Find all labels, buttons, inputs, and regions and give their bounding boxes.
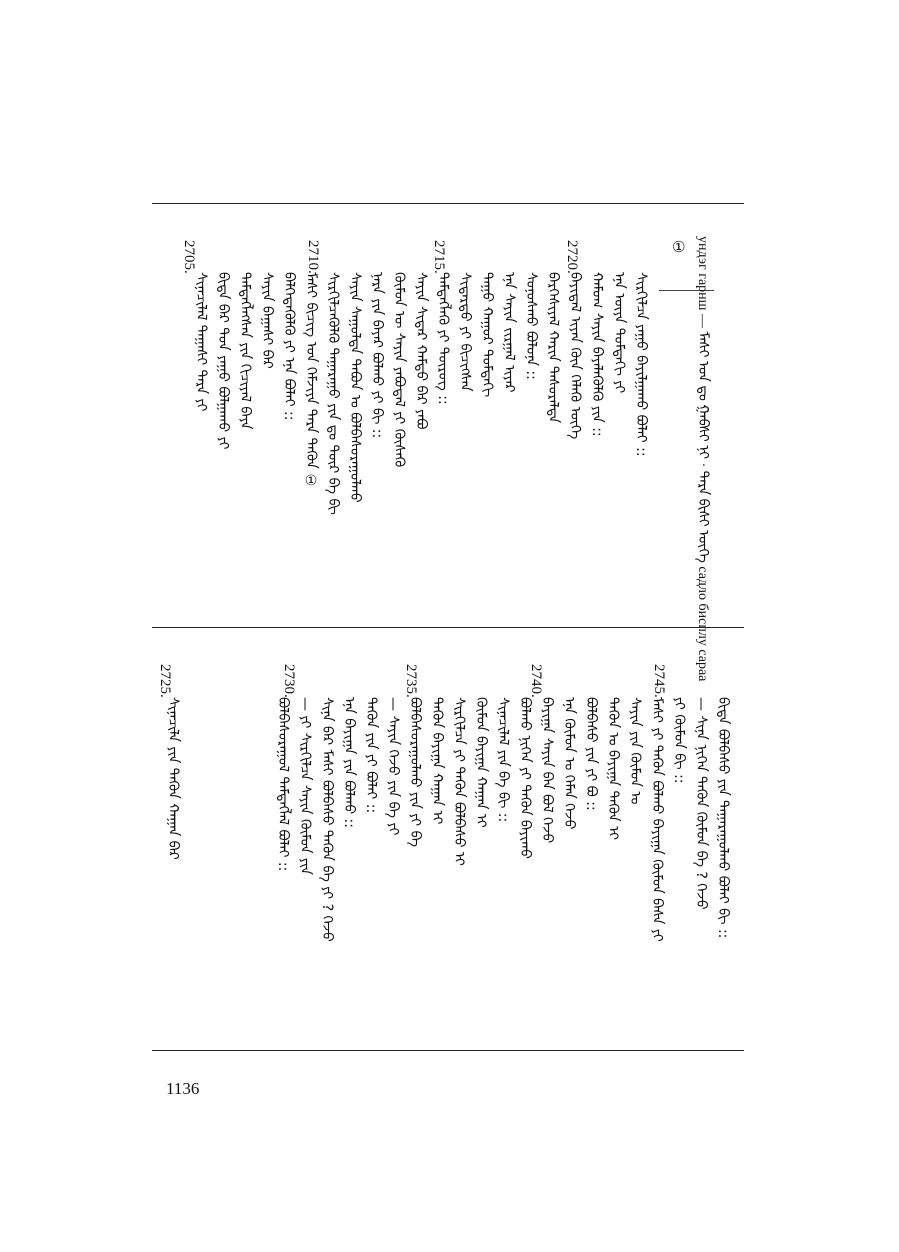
verse-line: ᠰᠢᠷᠭᠢᠯᠴᠡ ᠶᠢ ᠲᠡᠭᠦᠨ ᠪᠣᠯᠪᠠᠰᠤ ᠢ bbox=[451, 697, 467, 866]
verse-line: ᠲᠡᠭᠦᠨ ᠤ ᠪᠠᠶᠢᠭᠠ ᠲᠡᠭᠦᠨ ᠢ bbox=[605, 697, 621, 841]
verse-line: ᠰᠠᠶᠢᠨ ᠪᠠᠭᠠᠰᠢ ᠪᠡᠷ bbox=[259, 272, 275, 369]
verse-line: ᠡᠨᠡ ᠪᠠᠶᠢᠭᠠ ᠶᠢᠨ ᠪᠣᠯᠬᠤ :: bbox=[341, 697, 357, 828]
verse-line: ᠡᠨᠡ ᠰᠠᠶᠢᠨ ᠵᠢᠷᠭᠠᠯ ᠢᠶᠠᠷ bbox=[501, 272, 517, 393]
verse-line: ᠪᠡᠯᠭᠡᠳᠡᠭᠦᠯᠬᠦ ᠶᠢ ᠡᠨᠡ ᠪᠣᠯᠠᠢ :: bbox=[281, 272, 297, 421]
middle-rule bbox=[152, 627, 744, 628]
verse-line: ᠰᠢᠨᠡᠴᠢᠯᠡᠯ ᠶᠢᠨ ᠪᠠ ᠪᠢ :: bbox=[495, 697, 511, 823]
verse-line: ᠲᠡᠭᠦᠨ ᠶᠢᠨ ᠶᠢ ᠪᠣᠯᠠᠢ :: bbox=[363, 697, 379, 814]
verse-line: ᠪᠣᠯᠪᠠᠰᠤᠷᠠᠭᠤᠯ ᠲᠡᠮᠳᠡᠭᠯᠡᠯ ᠪᠣᠯᠠᠢ :: bbox=[275, 697, 291, 872]
verse-line: ᠪᠢᠳᠡ ᠪᠠᠷ ᠳᠤᠨ ᠶᠠᠭᠤ ᠪᠣᠯᠭᠠᠬᠤ ᠶᠢ bbox=[215, 272, 231, 450]
verse-line: ᠰᠢᠳᠠᠷᠳᠤ ᠶᠢ ᠪᠢᠴᠢᠭᠰᠡᠨ bbox=[457, 272, 473, 392]
verse-line: ᠲᠡᠮᠳᠡᠭᠯᠡᠭᠰᠡᠨ ᠶᠢᠨ ᠬᠢᠴᠢᠶᠡᠯ ᠪᠡᠶᠡ bbox=[237, 272, 253, 430]
verse-line: ᠪᠠᠶᠢᠭᠠ ᠰᠠᠶᠢᠨ ᠪᠠᠨ ᠪᠣᠯ ᠭᠡᠵᠦ bbox=[539, 697, 555, 844]
verse-line: ᠪᠣᠯᠪᠠᠰᠤ ᠶᠢᠨ ᠶᠢ ᠪᠤ :: bbox=[583, 697, 599, 811]
line-number: 2710. bbox=[305, 240, 321, 274]
verse-line: ᠪᠣᠯᠬᠤ ᠨᠢᠭᠡᠨ ᠶᠢ ᠲᠡᠭᠦᠨ ᠪᠠᠶᠢᠬᠤ bbox=[517, 697, 533, 859]
verse-line: ᠬᠦᠮᠦᠨ ᠦ ᠰᠠᠶᠢᠨ ᠶᠠᠪᠤᠳᠠᠯ ᠶᠢ ᠬᠦᠰᠡᠬᠦ bbox=[391, 272, 407, 468]
bottom-verse-block bbox=[152, 697, 742, 1037]
verse-line: ᠰᠠᠶᠢᠨ ᠶᠢᠨ ᠬᠦᠮᠦᠨ ᠤ bbox=[627, 697, 643, 805]
line-number: 2720. bbox=[564, 240, 580, 274]
verse-line: ᠰᠢᠨᠡᠴᠢᠯᠡᠯ ᠲᠠᠭᠠᠰᠢ ᠲᠡᠷᠡ ᠶᠢ bbox=[193, 272, 209, 412]
verse-line: — ᠰᠠᠶᠢᠨ ᠭᠡᠵᠦ ᠶᠢᠨ ᠪᠠ ᠶᠢ bbox=[385, 697, 401, 836]
verse-line: ᠲᠡᠮᠳᠡᠭᠯᠡᠬᠦ ᠶᠢ ᠲᠦᠷᠦᠭ :: bbox=[435, 272, 451, 405]
line-number: 2715. bbox=[431, 240, 447, 274]
verse-line: ᠨᠡᠷᠡ ᠶᠢᠨ ᠪᠠᠶᠠᠷ ᠪᠣᠯᠬᠤ ᠶᠢ ᠪᠢ :: bbox=[369, 272, 385, 439]
verse-line: ᠰᠢᠷᠭᠢᠯᠴᠡ ᠶᠠᠭᠤ ᠪᠠᠶᠢᠯᠭᠠᠬᠤ ᠪᠣᠯᠠᠢ :: bbox=[633, 272, 649, 457]
verse-line: ᠶᠢ ᠬᠦᠮᠦᠨ ᠪᠢ :: bbox=[671, 697, 687, 784]
verse-line: ᠰᠠᠶᠢᠨ ᠰᠢᠳᠠᠷ ᠬᠠᠮᠲᠤ ᠪᠠᠷ ᠶᠠᠪᠤ bbox=[413, 272, 429, 430]
header-note: ундэг гарнш — ᠮᠠᠰᠢ ᠤᠨ ᠳᠤ ᠭᠠᠪᠰᠢ ᠨᠢ · ᠲᠡᠷᠡ ᠪᠢᠰᠢ ᠦᠭᠡ садло бисплу сараа bbox=[695, 236, 710, 682]
line-number: 2745. bbox=[651, 664, 667, 698]
verse-line: ᠰᠢᠨᠡ ᠪᠠᠷ ᠮᠠᠰᠢ ᠪᠣᠯᠪᠠᠰᠤ ᠲᠡᠭᠦᠨ ᠪᠠ ᠶᠢ ? ᠭᠡᠵᠦ bbox=[319, 697, 335, 942]
verse-line: — ᠶᠢ ᠰᠢᠷᠭᠢᠯᠴᠡ ᠰᠠᠶᠢᠨ ᠬᠦᠮᠦᠨ ᠶᠢᠨ bbox=[297, 697, 313, 875]
top-rule bbox=[152, 203, 744, 204]
footnote-marker: ① bbox=[672, 238, 686, 256]
bottom-rule bbox=[152, 1050, 744, 1051]
verse-line: ᠬᠦᠮᠦᠨ ᠪᠠᠶᠢᠭᠠ ᠬᠠᠭᠠᠨ ᠢ bbox=[473, 697, 489, 828]
line-number: 2730. bbox=[281, 664, 297, 698]
verse-line: ᠰᠢᠨᠡᠴᠢᠯᠡ ᠶᠢᠨ ᠲᠡᠭᠦᠨ ᠬᠠᠭᠠᠨ ᠪᠠᠷ bbox=[165, 697, 181, 860]
line-number: 2705. bbox=[181, 240, 197, 274]
verse-line: ᠪᠢᠳᠡ ᠪᠣᠯᠪᠠᠰᠤ ᠶᠢᠨ ᠲᠠᠭᠠᠷᠠᠭᠤᠯᠬᠤ ᠪᠣᠯᠠᠢ ᠪᠢ :: bbox=[715, 697, 731, 939]
line-number: 2735. bbox=[403, 664, 419, 698]
verse-line: — ᠰᠢᠨᠡ ᠨᠢᠭᠡᠨ ᠲᠡᠭᠦᠨ ᠬᠦᠮᠦᠨ ᠪᠠ ? ᠭᠡᠵᠦ bbox=[693, 697, 709, 910]
verse-line: ᠮᠠᠰᠢ ᠪᠢᠴᠢᠭ ᠤᠨ ᠬᠡᠮᠵᠢᠶᠡ ᠲᠡᠷᠡ ᠲᠡᠭᠦᠨ ① bbox=[303, 272, 319, 490]
verse-line: ᠰᠠᠶᠢᠨ ᠰᠠᠭᠤᠯᠲᠠ ᠲᠠᠪᠤᠨ ᠤ ᠪᠣᠯᠪᠠᠰᠤᠷᠠᠭᠤᠯᠬᠤ bbox=[347, 272, 363, 503]
verse-line: ᠮᠠᠰᠢ ᠶᠢ ᠲᠡᠭᠦᠨ ᠪᠣᠯᠬᠤ ᠪᠠᠶᠢᠭᠠ ᠬᠦᠮᠦᠨ ᠪᠠᠰᠠ ᠶᠢ bbox=[649, 697, 665, 942]
verse-line: ᠪᠣᠯᠪᠠᠰᠤᠷᠠᠭᠤᠯᠬᠤ ᠶᠢᠨ ᠶᠢ ᠪᠠ bbox=[407, 697, 423, 848]
verse-line: ᠪᠠᠶᠢᠳᠠᠯ ᠢᠶᠡᠨ ᠬᠦᠨ ᠬᠡᠯᠡᠬᠦ ᠦᠭᠡ bbox=[567, 272, 583, 440]
verse-line: ᠰᠢᠷᠭᠢᠯᠴᠡᠭᠦᠯᠬᠦ ᠲᠠᠭᠠᠷᠠᠭᠤ ᠶᠢᠨ ᠳᠤ ᠳᠦᠷ ᠪᠠ ᠪᠢ bbox=[325, 272, 341, 515]
top-verse-block bbox=[170, 272, 660, 612]
verse-line: ᠡᠨᠡ ᠬᠦᠮᠦᠨ ᠤ ᠬᠡᠮᠡᠨ ᠭᠡᠵᠦ bbox=[561, 697, 577, 830]
verse-line: ᠪᠡᠷᠬᠡᠰᠢᠶᠡᠯ ᠬᠠᠷᠢᠨ ᠲᠠᠰᠤᠷᠠᠯᠲᠠ bbox=[545, 272, 561, 424]
verse-line: ᠬᠠᠮᠤᠭ ᠰᠠᠶᠢᠨ ᠪᠡᠶᠡᠯᠡᠭᠦᠯᠬᠦ ᠶᠢᠨ :: bbox=[589, 272, 605, 437]
line-number: 2740. bbox=[528, 664, 544, 698]
verse-line: ᠰᠣᠨᠣᠰᠬᠤ ᠪᠣᠯᠤᠨᠠ :: bbox=[523, 272, 539, 380]
verse-line: ᠳᠠᠭᠤ ᠬᠠᠭᠤᠷ ᠳᠤᠮᠳᠠᠬᠢ bbox=[479, 272, 495, 398]
page-number: 1136 bbox=[166, 1079, 200, 1098]
verse-line: ᠡᠨᠡ ᠦᠶᠡ ᠳᠤᠮᠳᠠᠬᠢ ᠶᠢ bbox=[611, 272, 627, 394]
line-number: 2725. bbox=[157, 664, 173, 698]
verse-line: ᠲᠡᠭᠦᠨ ᠪᠠᠶᠢᠭᠠ ᠬᠠᠭᠠᠨ ᠢ bbox=[429, 697, 445, 825]
